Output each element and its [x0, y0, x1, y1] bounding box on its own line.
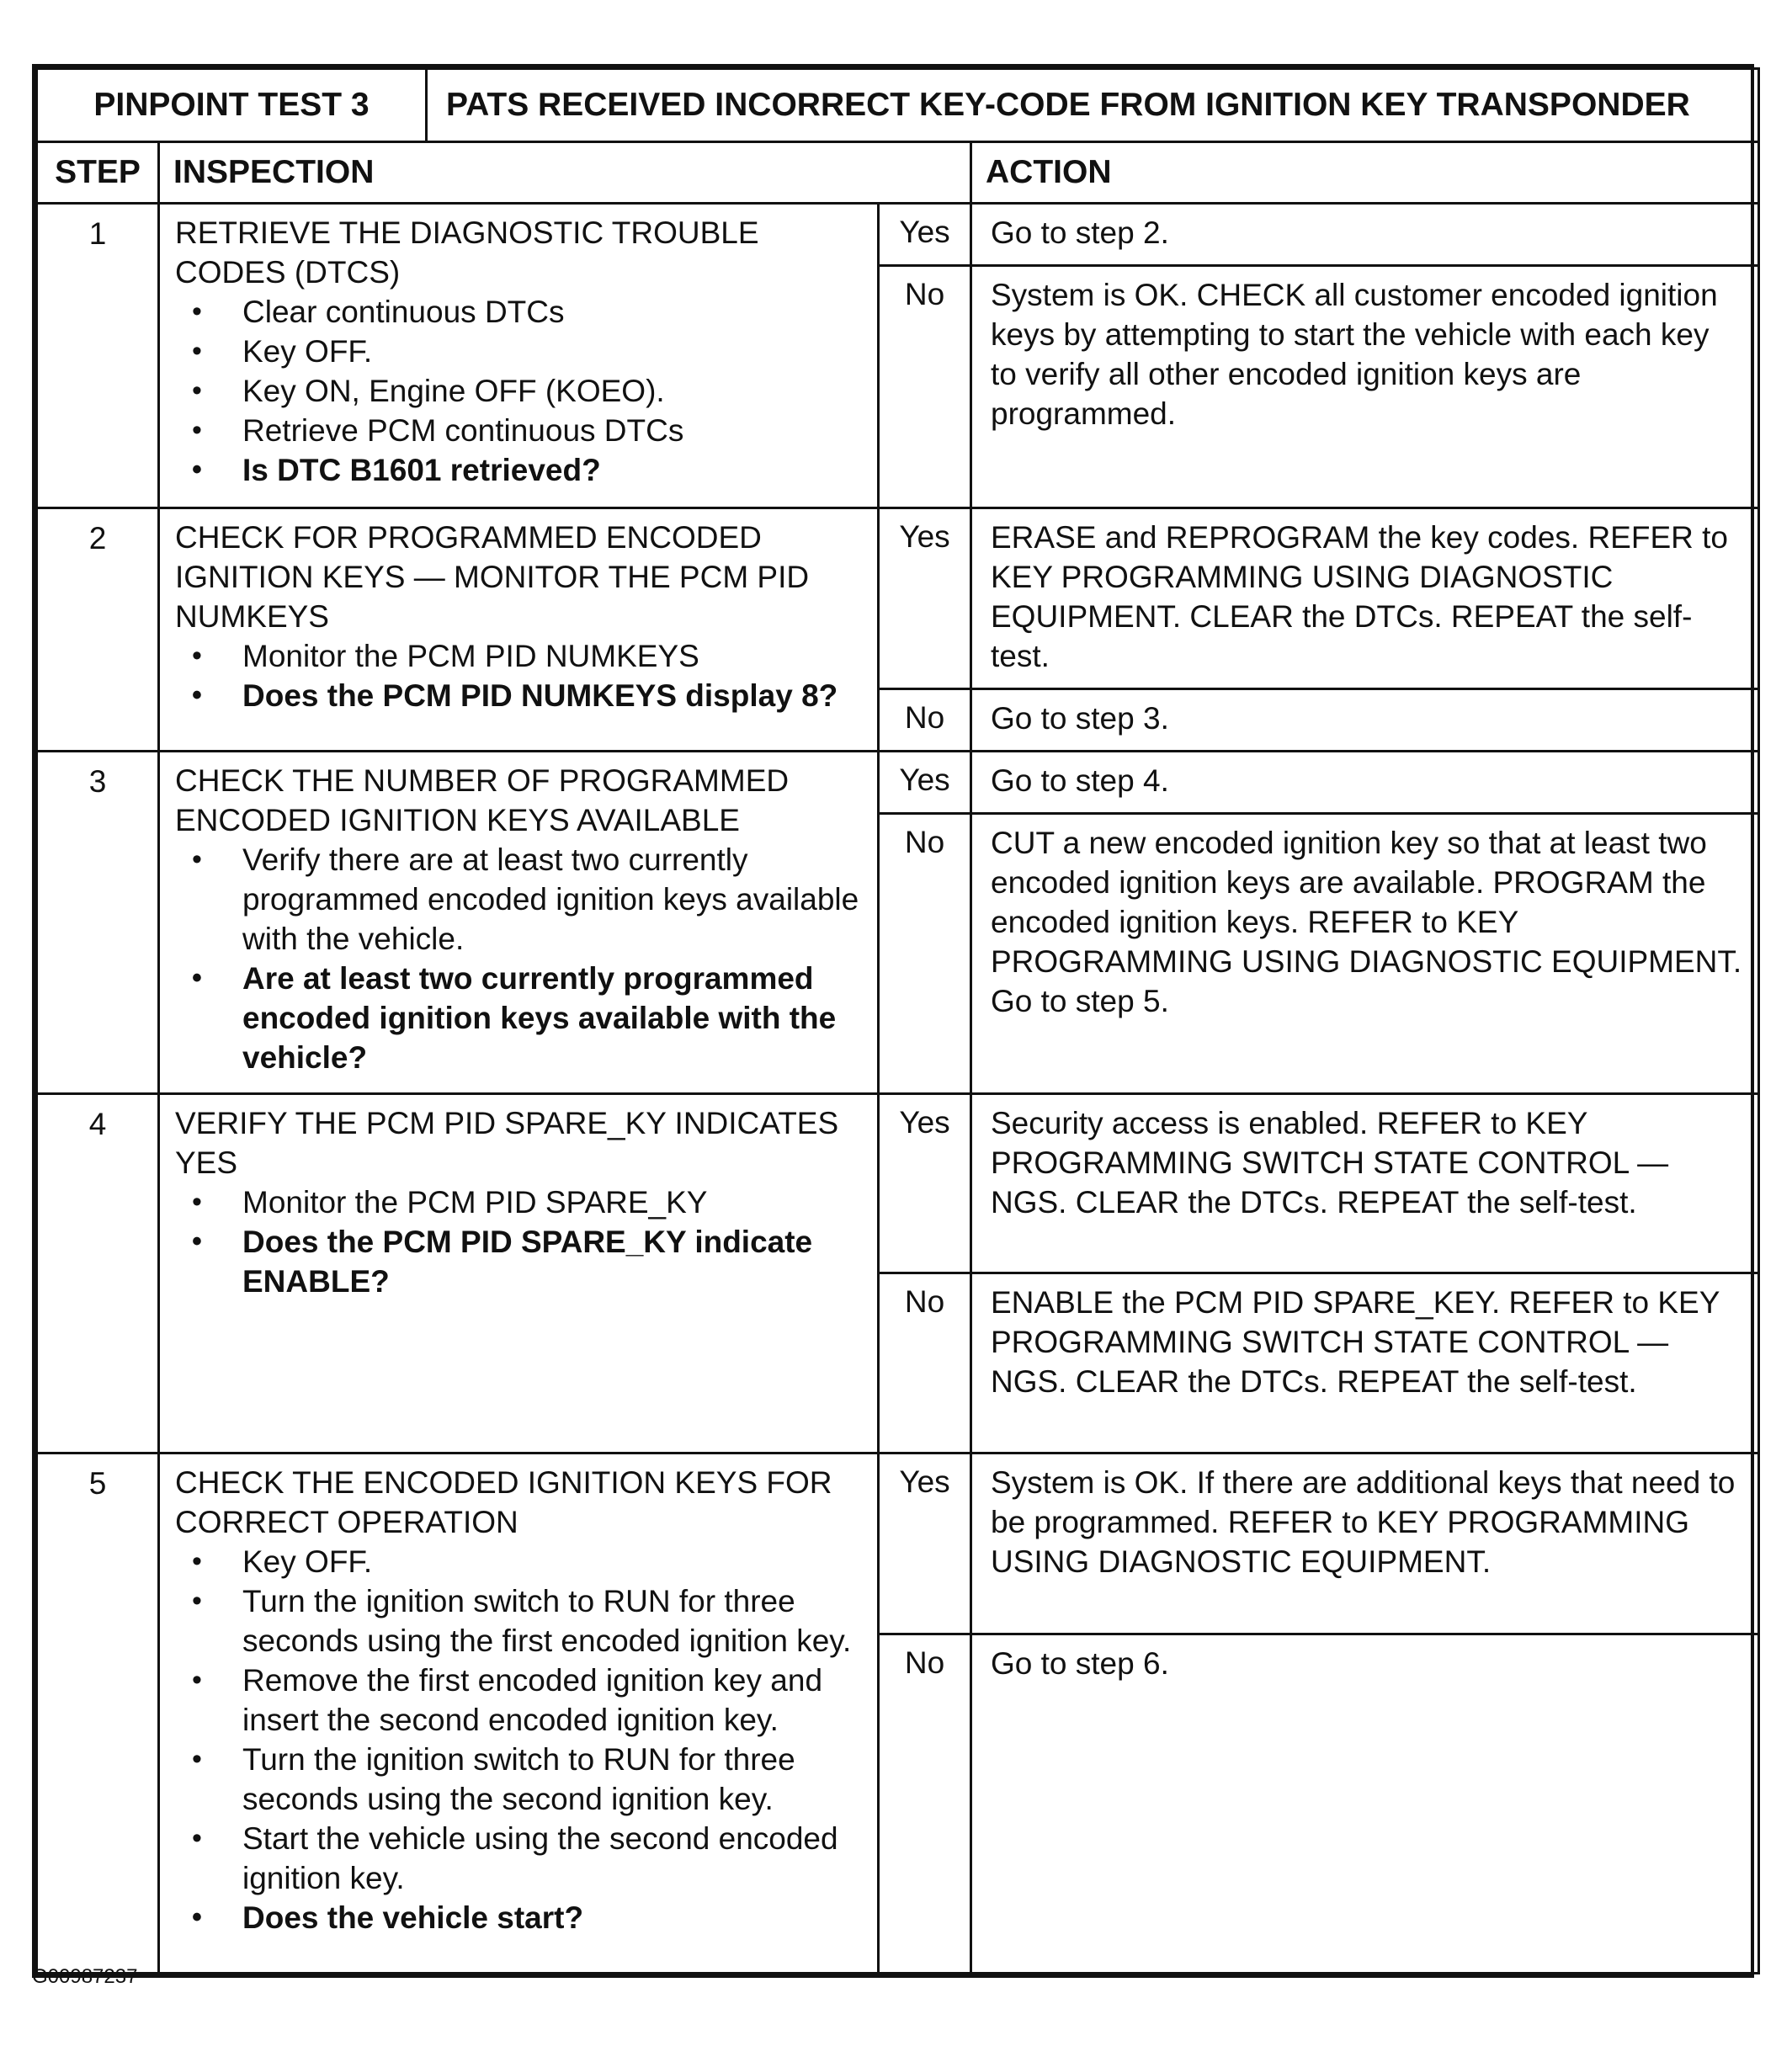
yes-label: Yes — [879, 1094, 971, 1273]
step-bullets — [175, 636, 862, 715]
yes-label: Yes — [879, 204, 971, 266]
bullet-item: • Key ON, Engine OFF (KOEO). — [175, 371, 862, 411]
step-number: 3 — [37, 752, 159, 1094]
yes-action: Security access is enabled. REFER to KEY PROGRAMMING SWITCH STATE CONTROL — NGS. CLEAR the DTCs. REPEAT the self-test. — [971, 1094, 1759, 1273]
header-inspection: INSPECTION — [159, 142, 971, 204]
bullet-item: • Turn the ignition switch to RUN for three seconds using the first encoded ignition key. — [175, 1581, 862, 1661]
yes-action: System is OK. If there are additional keys that need to be programmed. REFER to KEY PROGRAMMING USING DIAGNOSTIC EQUIPMENT. — [971, 1453, 1759, 1634]
bullet-item: • Start the vehicle using the second encoded ignition key. — [175, 1819, 862, 1898]
step-inspection — [159, 1094, 879, 1453]
step-question: • Does the vehicle start? — [175, 1898, 862, 1937]
bullet-item: • Remove the first encoded ignition key and insert the second encoded ignition key. — [175, 1661, 862, 1740]
test-label: PINPOINT TEST 3 — [37, 69, 427, 142]
step-inspection — [159, 508, 879, 752]
yes-label: Yes — [879, 508, 971, 689]
pinpoint-test-table — [32, 64, 1754, 1978]
step-question: • Does the PCM PID SPARE_KY indicate ENABLE? — [175, 1222, 862, 1301]
header-action: ACTION — [971, 142, 1759, 204]
step-heading: VERIFY THE PCM PID SPARE_KY INDICATES YES — [175, 1106, 839, 1180]
step-heading: CHECK FOR PROGRAMMED ENCODED IGNITION KEYS — MONITOR THE PCM PID NUMKEYS — [175, 520, 810, 634]
no-label: No — [879, 1273, 971, 1453]
step-heading: RETRIEVE THE DIAGNOSTIC TROUBLE CODES (DTCS) — [175, 215, 759, 290]
yes-action: Go to step 4. — [971, 752, 1759, 814]
step-question: • Does the PCM PID NUMKEYS display 8? — [175, 676, 862, 715]
no-action: System is OK. CHECK all customer encoded ignition keys by attempting to start the vehicle with each key to verify all other encoded ignition keys are programmed. — [971, 266, 1759, 508]
step-row-yes — [37, 204, 1759, 266]
bullet-item: • Verify there are at least two currently programmed encoded ignition keys available with the vehicle. — [175, 840, 862, 959]
bullet-item: • Clear continuous DTCs — [175, 292, 862, 332]
step-number: 1 — [37, 204, 159, 508]
no-action: Go to step 6. — [971, 1634, 1759, 1974]
bullet-item: • Retrieve PCM continuous DTCs — [175, 411, 862, 450]
step-bullets — [175, 292, 862, 490]
step-row-yes — [37, 1453, 1759, 1634]
step-row-yes — [37, 508, 1759, 689]
bullet-item: • Monitor the PCM PID SPARE_KY — [175, 1182, 862, 1222]
no-label: No — [879, 814, 971, 1094]
bullet-item: • Key OFF. — [175, 332, 862, 371]
step-bullets — [175, 840, 862, 1077]
yes-action: Go to step 2. — [971, 204, 1759, 266]
step-number: 2 — [37, 508, 159, 752]
title-row — [37, 69, 1759, 142]
no-action: ENABLE the PCM PID SPARE_KEY. REFER to KEY PROGRAMMING SWITCH STATE CONTROL — NGS. CLEAR the DTCs. REPEAT the self-test. — [971, 1273, 1759, 1453]
bullet-item: • Monitor the PCM PID NUMKEYS — [175, 636, 862, 676]
step-inspection — [159, 204, 879, 508]
yes-action: ERASE and REPROGRAM the key codes. REFER to KEY PROGRAMMING USING DIAGNOSTIC EQUIPMENT. CLEAR the DTCs. REPEAT the self-test. — [971, 508, 1759, 689]
column-headers — [37, 142, 1759, 204]
no-action: CUT a new encoded ignition key so that at least two encoded ignition keys are available. PROGRAM the encoded ignition keys. REFER to KEY PROGRAMMING USING DIAGNOSTIC EQUIPMENT. Go to step 5. — [971, 814, 1759, 1094]
bullet-item: • Key OFF. — [175, 1542, 862, 1581]
no-label: No — [879, 266, 971, 508]
step-heading: CHECK THE NUMBER OF PROGRAMMED ENCODED IGNITION KEYS AVAILABLE — [175, 763, 790, 837]
step-number: 5 — [37, 1453, 159, 1974]
bullet-item: • Turn the ignition switch to RUN for three seconds using the second ignition key. — [175, 1740, 862, 1819]
header-step: STEP — [37, 142, 159, 204]
step-inspection — [159, 752, 879, 1094]
test-description: PATS RECEIVED INCORRECT KEY-CODE FROM IGNITION KEY TRANSPONDER — [427, 69, 1759, 142]
no-label: No — [879, 689, 971, 752]
yes-label: Yes — [879, 752, 971, 814]
step-question: • Is DTC B1601 retrieved? — [175, 450, 862, 490]
no-action: Go to step 3. — [971, 689, 1759, 752]
step-number: 4 — [37, 1094, 159, 1453]
step-row-yes — [37, 1094, 1759, 1273]
no-label: No — [879, 1634, 971, 1974]
step-heading: CHECK THE ENCODED IGNITION KEYS FOR CORRECT OPERATION — [175, 1465, 832, 1539]
step-row-yes — [37, 752, 1759, 814]
yes-label: Yes — [879, 1453, 971, 1634]
step-inspection — [159, 1453, 879, 1974]
step-bullets — [175, 1542, 862, 1937]
figure-code: G00987237 — [32, 1965, 138, 1988]
step-bullets — [175, 1182, 862, 1301]
step-question: • Are at least two currently programmed encoded ignition keys available with the vehicle? — [175, 959, 862, 1077]
